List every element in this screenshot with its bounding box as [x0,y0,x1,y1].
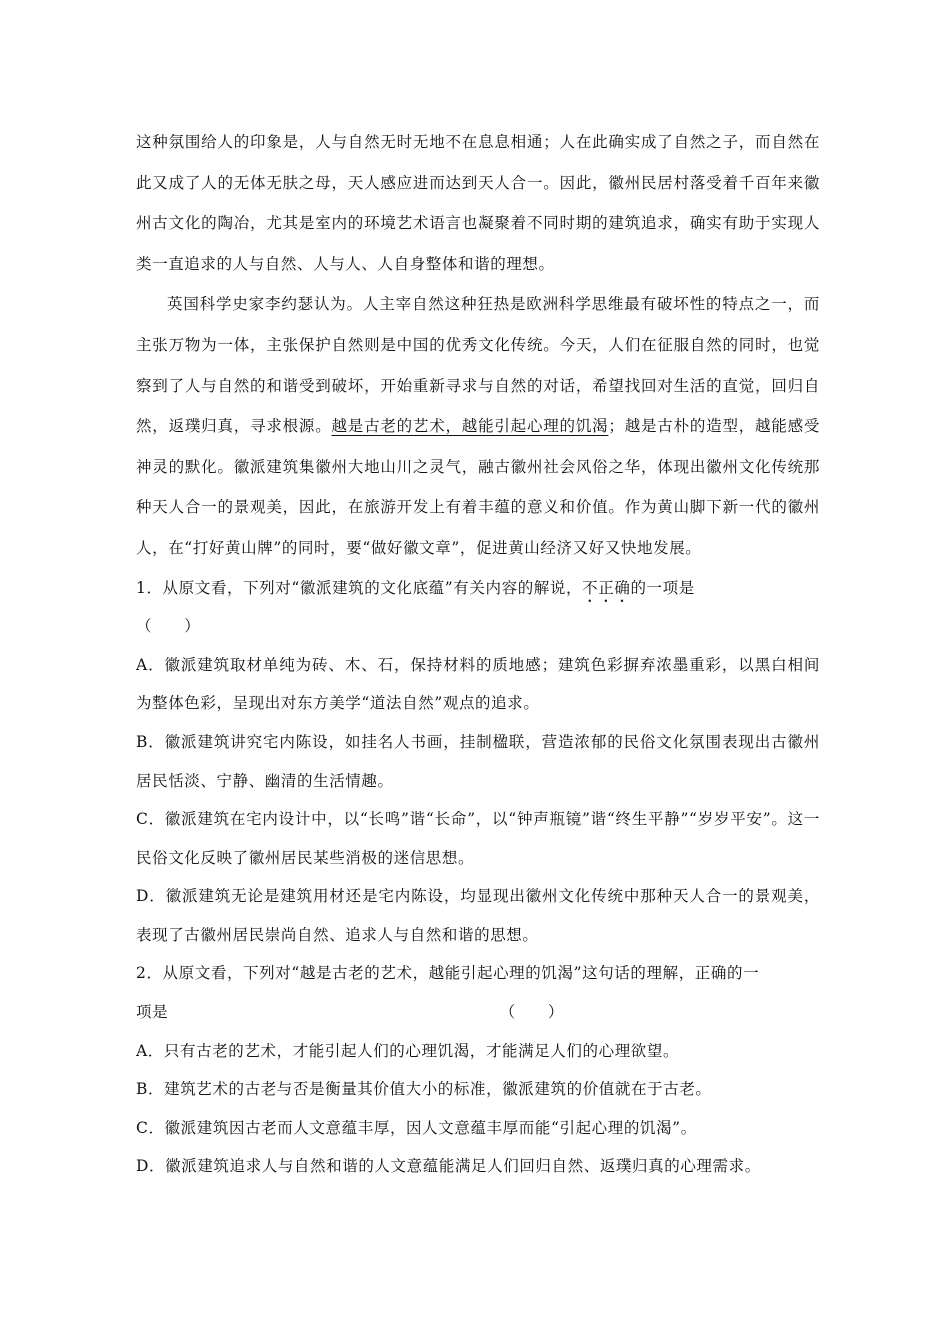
question-2 [136,954,820,1186]
question-1 [136,569,820,955]
question-2-answer-paren: （ ） [499,1003,564,1022]
q2-stem-tail-text: 项是 [136,1003,169,1022]
underlined-sentence: 越是古老的艺术，越能引起心理的饥渴 [331,417,609,436]
passage-p2-part-b: ；越是古朴的造型，越能感受神灵的默化。徽派建筑集徽州大地山川之灵气，融古徽州社会风俗之华，体现出徽州文化传统那种天人合一的景观美，因此，在旅游开发上有着丰蕴的意义和价值。作为黄山脚下新一代的徽州人，在“打好黄山牌”的同时，要“做好徽文章”，促进黄山经济又好又快地发展。 [136,417,821,557]
q1-emphasis: 不正确 [582,578,631,597]
passage-p2-part-a: 英国科学史家李约瑟认为。人主宰自然这种狂热是欧洲科学思维最有破坏性的特点之一，而主张万物为一体，主张保护自然则是中国的优秀文化传统。今天，人们在征服自然的同时，也觉察到了人与自然的和谐受到破坏，开始重新寻求与自然的对话，希望找回对生活的直觉，回归自然，返璞归真，寻求根源。 [136,295,820,436]
q1-stem-text: 1．从原文看，下列对“徽派建筑的文化底蕴”有关内容的解说， [136,578,583,597]
q1-option-a: A．徽派建筑取材单纯为砖、木、石，保持材料的质地感；建筑色彩摒弃浓墨重彩，以黑白相间为整体色彩，呈现出对东方美学“道法自然”观点的追求。 [136,655,820,713]
q1-option-d: D．徽派建筑无论是建筑用材还是宅内陈设，均显现出徽州文化传统中那种天人合一的景观美，表现了古徽州居民崇尚自然、追求人与自然和谐的思想。 [136,887,820,944]
q1-stem-end: 的一项是 [630,578,695,597]
q1-option-b: B．徽派建筑讲究宅内陈设，如挂名人书画，挂制楹联，营造浓郁的民俗文化氛围表现出古徽州居民恬淡、宁静、幽清的生活情趣。 [136,732,820,790]
passage-paragraph-2 [136,284,820,568]
passage-paragraph-1: 这种氛围给人的印象是，人与自然无时无地不在息息相通；人在此确实成了自然之子，而自然在此又成了人的无体无肤之母，天人感应进而达到天人合一。因此，徽州民居村落受着千百年来徽州古文化的陶冶，尤其是室内的环境艺术语言也凝聚着不同时期的建筑追求，确实有助于实现人类一直追求的人与自然、人与人、人自身整体和谐的理想。 [136,133,820,273]
question-2-stem: 2．从原文看，下列对“越是古老的艺术，越能引起心理的饥渴”这句话的理解，正确的一 [136,964,760,983]
question-2-stem-tail [136,993,820,1032]
q2-option-b: B．建筑艺术的古老与否是衡量其价值大小的标准，徽派建筑的价值就在于古老。 [136,1080,712,1099]
q1-option-c: C．徽派建筑在宅内设计中，以“长鸣”谐“长命”，以“钟声瓶镜”谐“终生平静”“岁岁平安”。这一民俗文化反映了徽州居民某些消极的迷信思想。 [136,810,820,867]
q2-option-d: D．徽派建筑追求人与自然和谐的人文意蕴能满足人们回归自然、返璞归真的心理需求。 [136,1157,761,1176]
q2-option-a: A．只有古老的艺术，才能引起人们的心理饥渴，才能满足人们的心理欲望。 [136,1041,680,1060]
q2-option-c: C．徽派建筑因古老而人文意蕴丰厚，因人文意蕴丰厚而能“引起心理的饥渴”。 [136,1118,697,1137]
question-1-answer-paren: （ ） [136,617,201,636]
question-1-stem [136,569,820,608]
